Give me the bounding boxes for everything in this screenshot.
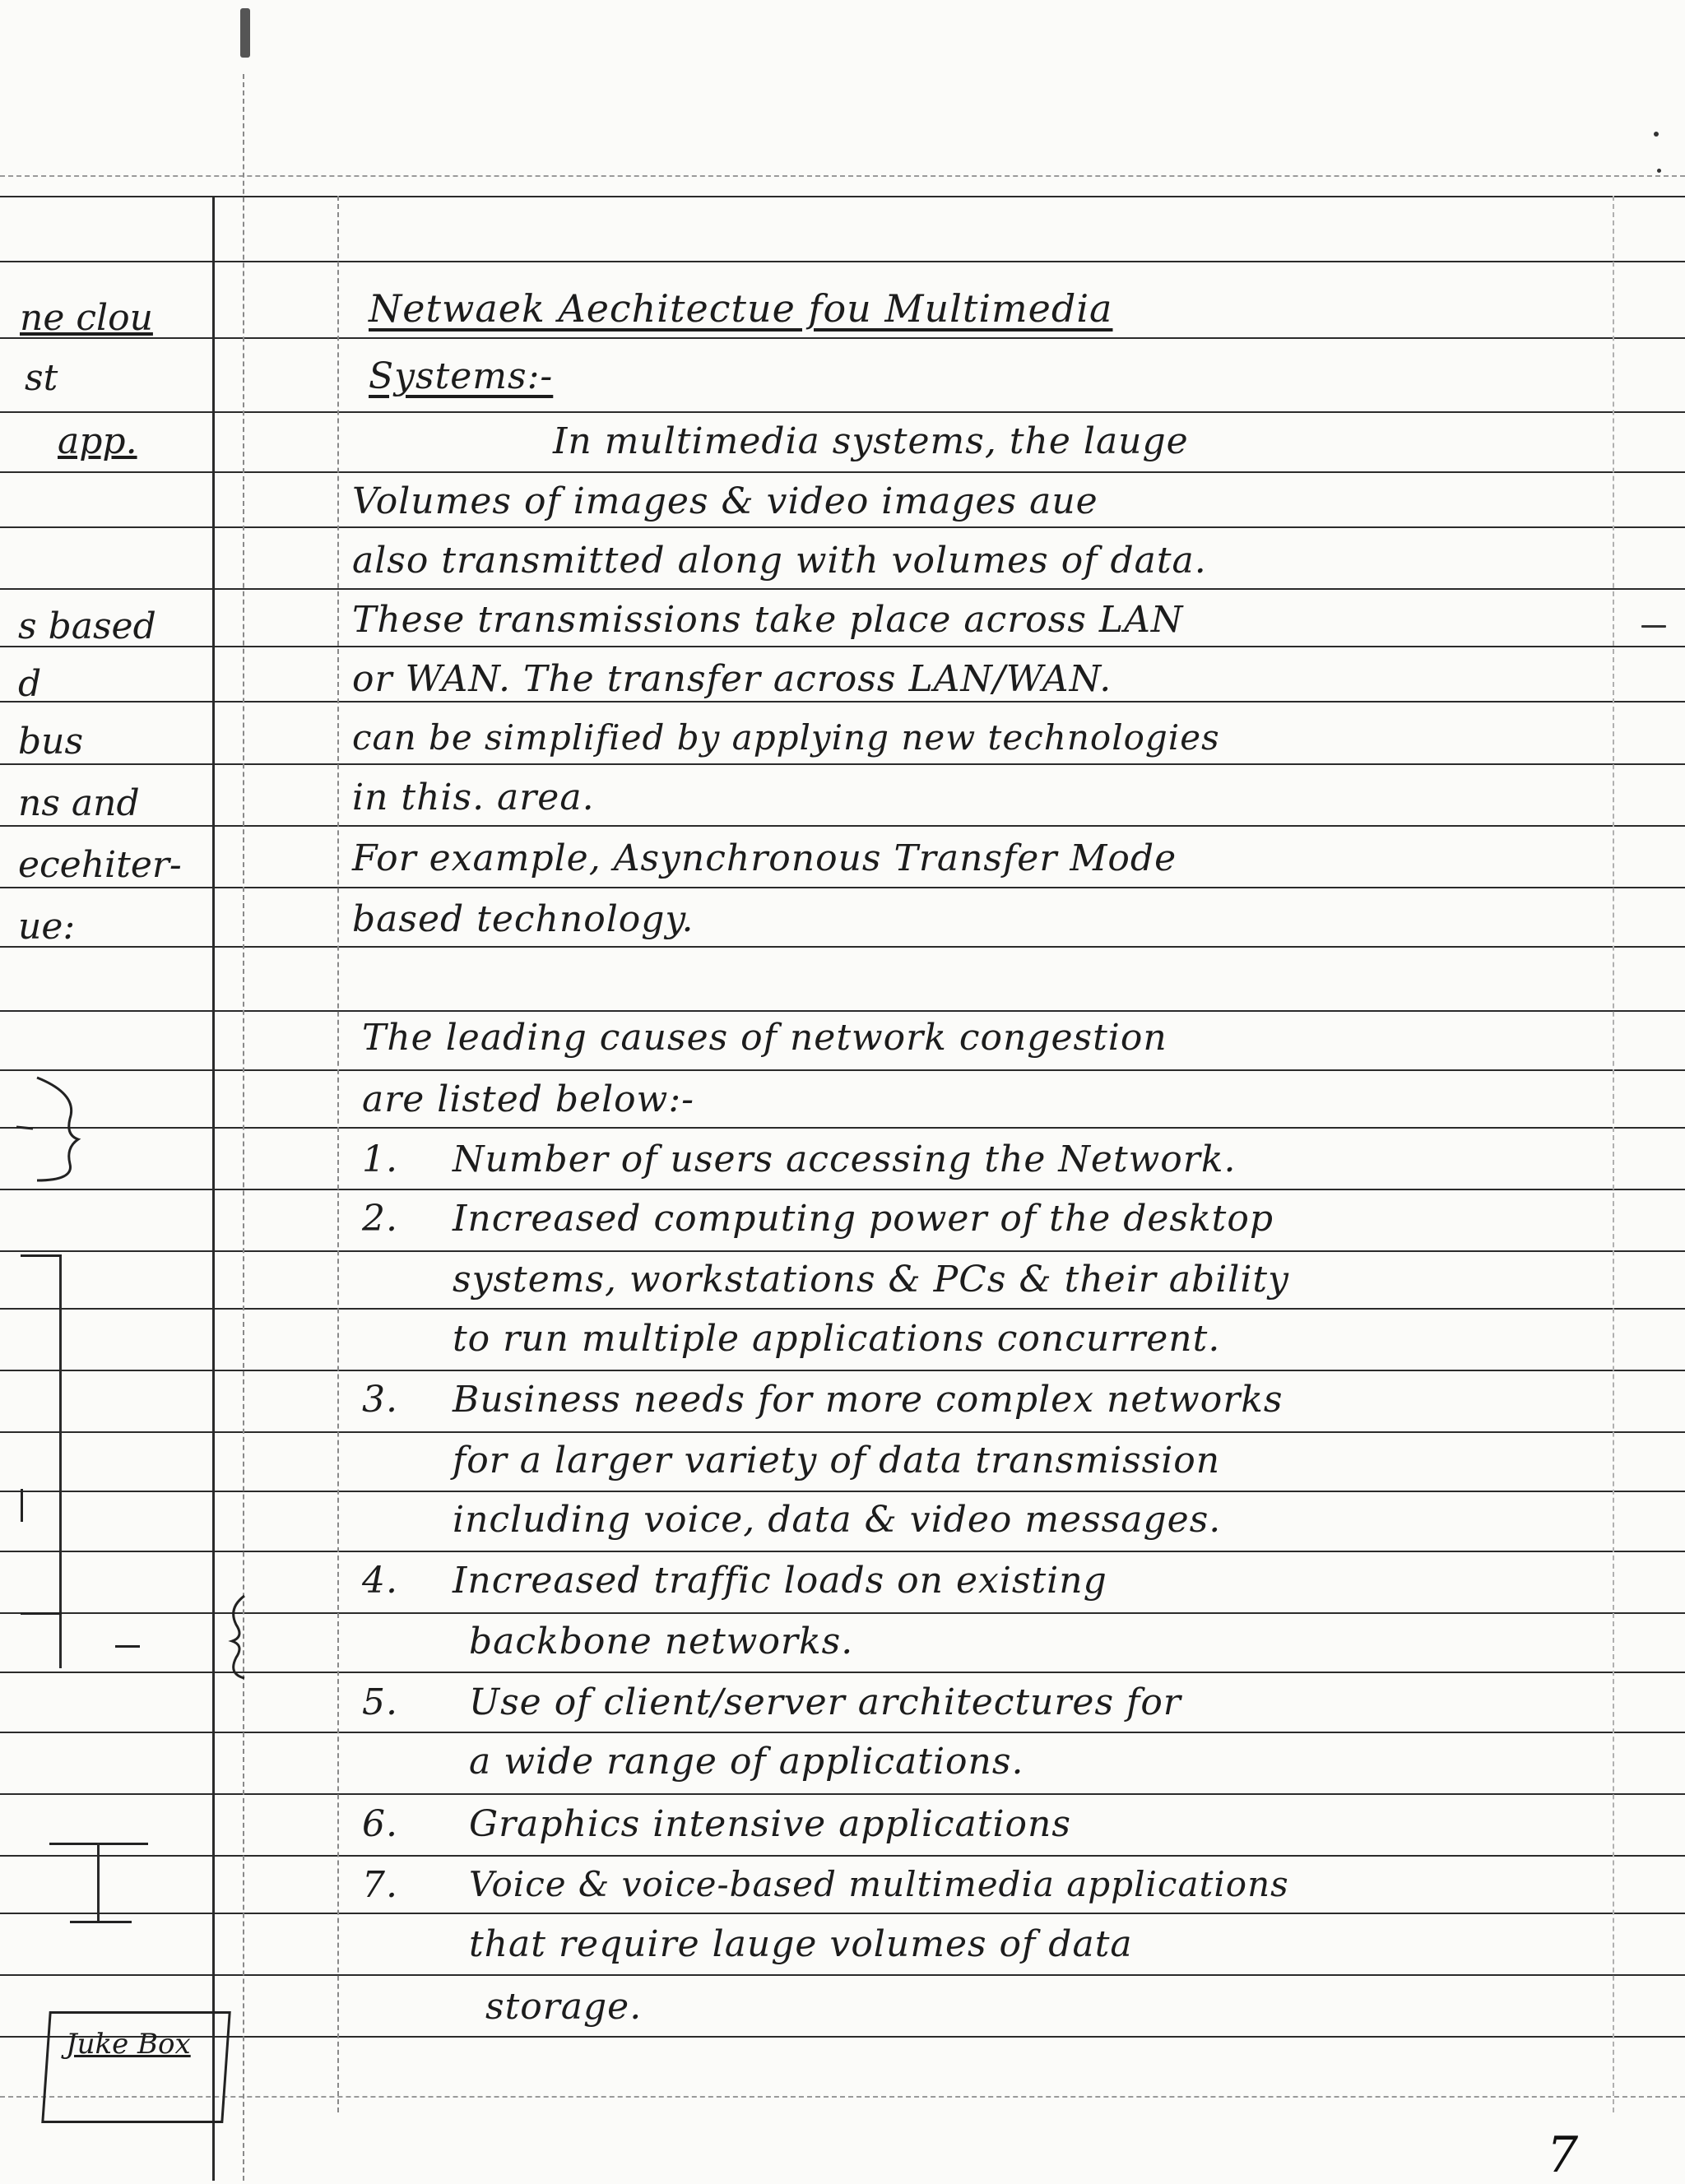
title-line-1: Netwaek Aechitectue fou Multimedia [369, 286, 1113, 331]
para1-line: For example, Asynchronous Transfer Mode [352, 837, 1177, 879]
list-item-line: Business needs for more complex networks [453, 1379, 1283, 1421]
diagram-line [115, 1645, 140, 1648]
list-number: 2. [362, 1198, 398, 1240]
list-number: 5. [362, 1681, 398, 1723]
diagram-line [21, 1612, 62, 1615]
list-item-line: Number of users accessing the Network. [453, 1138, 1237, 1180]
brace-sketch [224, 1592, 257, 1682]
rule-line [0, 1189, 1685, 1190]
margin-note: st [25, 357, 58, 399]
rule-line [0, 175, 1685, 177]
para1-line: in this. area. [352, 777, 595, 818]
rule-line [0, 1793, 1685, 1795]
list-number: 7. [362, 1864, 398, 1906]
rule-line [0, 526, 1685, 528]
list-number: 4. [362, 1560, 398, 1602]
list-item-line: Increased traffic loads on existing [453, 1560, 1107, 1602]
rule-line [0, 887, 1685, 888]
list-item-line: including voice, data & video messages. [453, 1499, 1222, 1541]
rule-line [0, 196, 1685, 197]
diagram-line [21, 1489, 38, 1522]
rule-line [0, 1010, 1685, 1012]
rule-line [0, 337, 1685, 339]
margin-note: ne clou [20, 297, 153, 339]
margin-line [337, 196, 339, 2112]
rule-line [0, 946, 1685, 948]
rule-line [0, 1732, 1685, 1733]
para1-line: These transmissions take place across LAN [352, 599, 1184, 641]
rule-line [0, 763, 1685, 765]
diagram-line [21, 1254, 62, 1257]
rule-line [0, 588, 1685, 590]
list-number: 1. [362, 1138, 398, 1180]
rule-line [0, 1491, 1685, 1492]
rule-line [0, 2036, 1685, 2038]
rule-line [0, 1308, 1685, 1310]
diagram-line [70, 1921, 132, 1923]
margin-line [243, 74, 244, 2181]
rule-line [0, 701, 1685, 702]
list-item-line: backbone networks. [469, 1621, 854, 1662]
para1-line: or WAN. The transfer across LAN/WAN. [352, 658, 1112, 700]
rule-line [0, 1127, 1685, 1129]
list-item-line: systems, workstations & PCs & their ability [453, 1259, 1289, 1301]
rule-line [0, 825, 1685, 827]
para2-line: are listed below:- [362, 1078, 695, 1120]
rule-line [0, 1250, 1685, 1252]
rule-line [0, 1855, 1685, 1857]
scan-mark [1641, 625, 1666, 628]
list-item-line: Increased computing power of the desktop [453, 1198, 1274, 1240]
list-item-line: storage. [485, 1986, 643, 2028]
margin-note: s based [18, 605, 156, 647]
rule-line [0, 471, 1685, 473]
list-item-line: Graphics intensive applications [469, 1803, 1071, 1845]
margin-note: app. [58, 420, 137, 462]
list-item-line: Voice & voice-based multimedia applications [469, 1864, 1289, 1904]
brace-sketch [0, 1069, 91, 1185]
rule-line [0, 1974, 1685, 1976]
rule-line [0, 1551, 1685, 1552]
rule-line [0, 411, 1685, 413]
scan-mark [1654, 132, 1659, 137]
diagram-line [97, 1843, 100, 1921]
list-number: 6. [362, 1803, 398, 1845]
list-number: 3. [362, 1379, 398, 1421]
margin-note: d [18, 663, 42, 705]
rule-line [0, 261, 1685, 262]
para2-line: The leading causes of network congestion [362, 1017, 1167, 1059]
margin-note: bus [18, 721, 84, 763]
list-item-line: Use of client/server architectures for [469, 1681, 1181, 1723]
margin-note: ue: [18, 906, 76, 948]
rule-line [0, 1431, 1685, 1433]
para1-line: In multimedia systems, the lauge [553, 420, 1189, 462]
para1-line: Volumes of images & video images aue [352, 480, 1098, 522]
margin-note: ecehiter- [18, 844, 182, 886]
list-item-line: that require lauge volumes of data [469, 1923, 1133, 1965]
rule-line [0, 2096, 1685, 2098]
para1-line: based technology. [352, 898, 694, 940]
rule-line [0, 1913, 1685, 1914]
scan-mark [240, 8, 250, 58]
para1-line: can be simplified by applying new technologies [352, 717, 1220, 758]
para1-line: also transmitted along with volumes of data. [352, 540, 1207, 582]
scan-mark [1657, 169, 1661, 173]
diagram-line [59, 1257, 62, 1668]
title-line-2: Systems:- [369, 355, 554, 397]
list-item-line: to run multiple applications concurrent. [453, 1318, 1221, 1360]
list-item-line: a wide range of applications. [469, 1741, 1024, 1783]
rule-line [0, 1069, 1685, 1071]
margin-note: ns and [18, 782, 140, 824]
list-item-line: for a larger variety of data transmission [453, 1440, 1221, 1482]
margin-line [1613, 196, 1614, 2112]
margin-line [212, 196, 215, 2181]
rule-line [0, 1370, 1685, 1371]
jukebox-label: Juke Box [66, 2028, 191, 2061]
rule-line [0, 646, 1685, 647]
page-number: 7 [1547, 2126, 1579, 2184]
